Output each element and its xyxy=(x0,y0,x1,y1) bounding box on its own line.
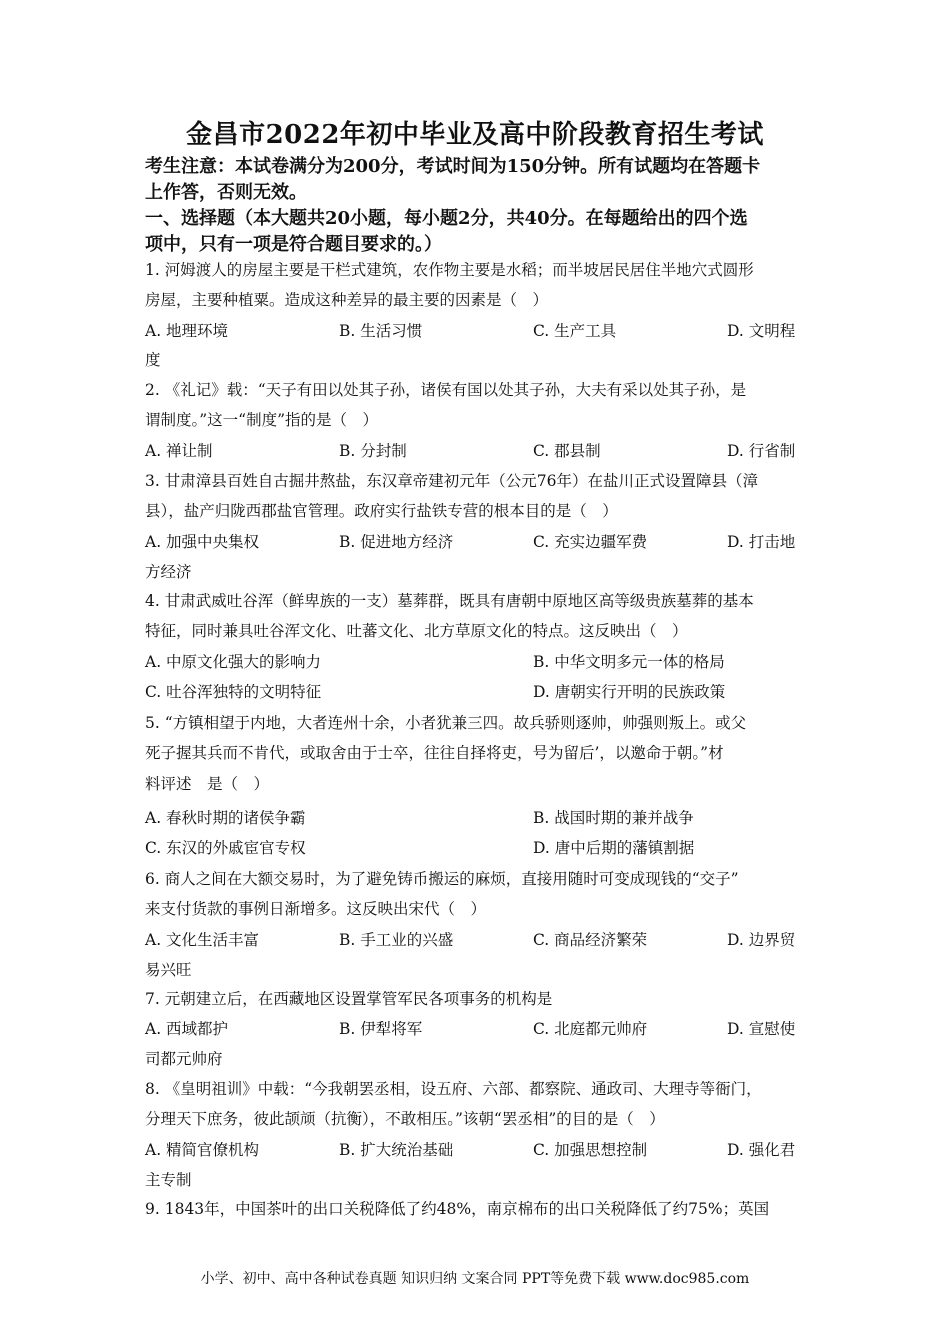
question-7-line-1: 7. 元朝建立后，在西藏地区设置掌管军民各项事务的机构是 xyxy=(145,990,553,1008)
question-7-option-d-wrap: 司都元帅府 xyxy=(145,1050,223,1068)
question-8-option-d-wrap: 主专制 xyxy=(145,1171,192,1189)
question-4-option-b: B. 中华文明多元一体的格局 xyxy=(533,653,725,671)
question-8-line-2: 分理天下庶务，彼此颉颃（抗衡），不敢相压。”该朝“罢丞相”的目的是（ ） xyxy=(145,1110,665,1128)
question-6-option-d: D. 边界贸 xyxy=(727,931,796,949)
question-7-option-b: B. 伊犁将军 xyxy=(339,1020,423,1038)
question-8-line-1: 8. 《皇明祖训》中载：“今我朝罢丞相，设五府、六部、都察院、通政司、大理寺等衙门， xyxy=(145,1080,762,1098)
question-8-option-b: B. 扩大统治基础 xyxy=(339,1141,454,1159)
question-5-option-a: A. 春秋时期的诸侯争霸 xyxy=(145,809,306,827)
question-3-line-1: 3. 甘肃漳县百姓自古掘井熬盐，东汉章帝建初元年（公元76年）在盐川正式设置障县（漳 xyxy=(145,472,758,490)
section-heading-line-2: 项中，只有一项是符合题目要求的。） xyxy=(145,234,442,255)
question-2-option-c: C. 郡县制 xyxy=(533,442,601,460)
question-6-line-2: 来支付货款的事例日渐增多。这反映出宋代（ ） xyxy=(145,900,487,918)
question-7-option-d: D. 宣慰使 xyxy=(727,1020,796,1038)
question-5-option-c: C. 东汉的外戚宦官专权 xyxy=(145,839,306,857)
question-3-option-c: C. 充实边疆军费 xyxy=(533,533,648,551)
question-3-option-b: B. 促进地方经济 xyxy=(339,533,454,551)
question-2-option-b: B. 分封制 xyxy=(339,442,407,460)
question-1-option-d: D. 文明程 xyxy=(727,322,796,340)
question-7-option-c: C. 北庭都元帅府 xyxy=(533,1020,648,1038)
question-6-option-c: C. 商品经济繁荣 xyxy=(533,931,648,949)
section-heading-line-1: 一、选择题（本大题共20小题，每小题2分，共40分。在每题给出的四个选 xyxy=(145,208,748,229)
question-5-line-2: 死子握其兵而不肯代，或取舍由于士卒，往往自择将吏，号为留后’，以邀命于朝。”材 xyxy=(145,744,724,762)
question-4-line-2: 特征，同时兼具吐谷浑文化、吐蕃文化、北方草原文化的特点。这反映出（ ） xyxy=(145,622,688,640)
question-1-option-d-wrap: 度 xyxy=(145,351,161,369)
question-5-line-3: 料评述 是（ ） xyxy=(145,775,270,793)
question-4-option-c: C. 吐谷浑独特的文明特征 xyxy=(145,683,322,701)
question-6-option-d-wrap: 易兴旺 xyxy=(145,961,192,979)
question-1-option-a: A. 地理环境 xyxy=(145,322,229,340)
question-2-option-a: A. 禅让制 xyxy=(145,442,213,460)
question-5-option-b: B. 战国时期的兼并战争 xyxy=(533,809,694,827)
question-1-line-1: 1. 河姆渡人的房屋主要是干栏式建筑，农作物主要是水稻；而半坡居民居住半地穴式圆形 xyxy=(145,261,754,279)
question-8-option-a: A. 精简官僚机构 xyxy=(145,1141,260,1159)
question-5-option-d: D. 唐中后期的藩镇割据 xyxy=(533,839,695,857)
question-3-line-2: 县），盐产归陇西郡盐官管理。政府实行盐铁专营的根本目的是（ ） xyxy=(145,502,618,520)
question-3-option-d: D. 打击地 xyxy=(727,533,796,551)
question-4-option-d: D. 唐朝实行开明的民族政策 xyxy=(533,683,726,701)
question-7-option-a: A. 西域都护 xyxy=(145,1020,229,1038)
question-2-line-2: 谓制度。”这一“制度”指的是（ ） xyxy=(145,411,379,429)
question-8-option-d: D. 强化君 xyxy=(727,1141,796,1159)
question-3-option-d-wrap: 方经济 xyxy=(145,563,192,581)
question-1-option-b: B. 生活习惯 xyxy=(339,322,423,340)
question-6-option-b: B. 手工业的兴盛 xyxy=(339,931,454,949)
question-2-line-1: 2. 《礼记》载：“天子有田以处其子孙，诸侯有国以处其子孙，大夫有采以处其子孙，是 xyxy=(145,381,747,399)
question-1-line-2: 房屋，主要种植粟。造成这种差异的最主要的因素是（ ） xyxy=(145,291,549,309)
exam-title: 金昌市2022年初中毕业及高中阶段教育招生考试 xyxy=(186,120,764,150)
question-6-option-a: A. 文化生活丰富 xyxy=(145,931,260,949)
notice-line-2: 上作答，否则无效。 xyxy=(145,182,307,203)
question-5-line-1: 5. “方镇相望于内地，大者连州十余，小者犹兼三四。故兵骄则逐帅，帅强则叛上。或父 xyxy=(145,714,747,732)
question-3-option-a: A. 加强中央集权 xyxy=(145,533,260,551)
page-footer: 小学、初中、高中各种试卷真题 知识归纳 文案合同 PPT等免费下载 www.doc985.com xyxy=(200,1271,750,1287)
question-9-line-1: 9. 1843年，中国茶叶的出口关税降低了约48%，南京棉布的出口关税降低了约75%；英国 xyxy=(145,1200,770,1218)
question-1-option-c: C. 生产工具 xyxy=(533,322,617,340)
question-8-option-c: C. 加强思想控制 xyxy=(533,1141,648,1159)
question-4-option-a: A. 中原文化强大的影响力 xyxy=(145,653,322,671)
notice-line-1: 考生注意：本试卷满分为200分，考试时间为150分钟。所有试题均在答题卡 xyxy=(145,156,761,177)
question-2-option-d: D. 行省制 xyxy=(727,442,796,460)
question-4-line-1: 4. 甘肃武威吐谷浑（鲜卑族的一支）墓葬群，既具有唐朝中原地区高等级贵族墓葬的基本 xyxy=(145,592,754,610)
question-6-line-1: 6. 商人之间在大额交易时，为了避免铸币搬运的麻烦，直接用随时可变成现钱的“交子” xyxy=(145,870,739,888)
